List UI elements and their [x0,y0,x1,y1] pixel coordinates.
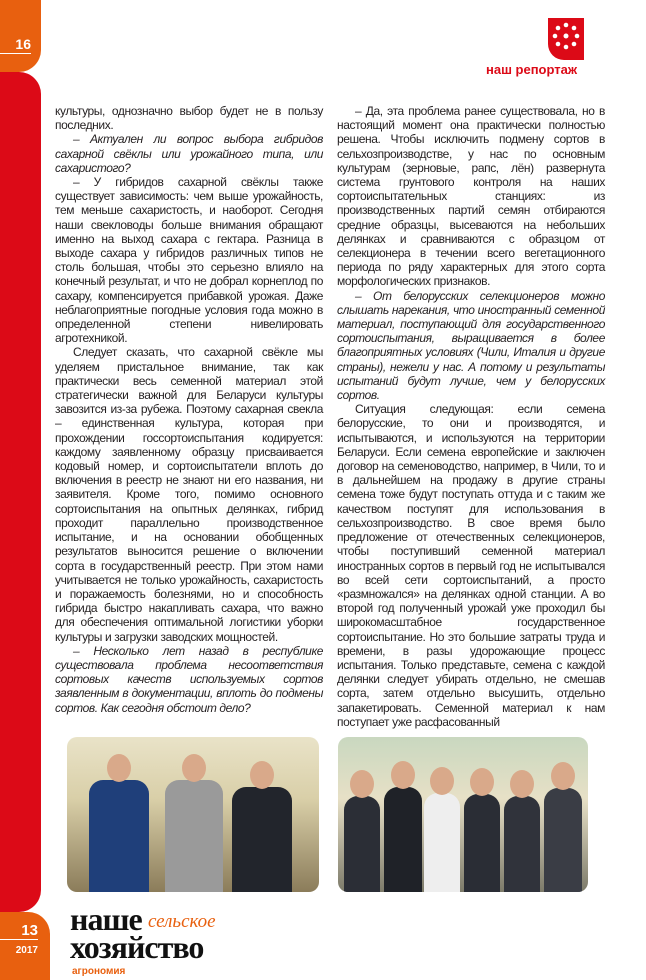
photo-person [165,780,223,892]
photo-group [338,737,588,892]
photo-person [544,788,582,892]
photo-person [232,787,292,892]
paragraph: – Да, эта проблема ранее существовала, но в настоящий момент она практически полностью решена. Чтобы исключить подмену сортов в сельхозпроизводстве, у нас по основным культурам (зерновые, рапс, лён) развернута система грунтового контроля на наших сортоиспытательных станциях: из производственных партий семян отбираются средние образцы, высеваются на небольших делянках и сравниваются с образцом от селекционера в течении всего вегетационного периода по ряду характерных для этого сорта морфологических признаков. [337,104,605,289]
photo-person [384,787,422,892]
article-column-2 [337,104,605,729]
magazine-masthead: наше сельское хозяйство агрономия [70,901,216,977]
paragraph: Следует сказать, что сахарной свёкле мы уделяем пристальное внимание, так как практически весь семенной материал этой стратегически важной для Беларуси культуры завозится из-за рубежа. Поэтому сахарная свекла – единственная культура, которая при прохождении госсортоиспытания кодируется: каждому заявленному образцу присваивается кодовый номер, и сортоиспытатели вплоть до включения в реестр не знают ни его названия, ни заявителя. Кроме того, помимо основного сортоиспытания на опытных делянках, гибрид проходит параллельно производственное испытание, и на основании обобщенных результатов выносится решение о включении сорта в государственный реестр. При этом нами учитывается не только урожайность, сахаристость и поражаемость болезнями, но и способность гибрида быстро накапливать сахара, что важно для обеспечения оптимальной логистики уборки культуры и загрузки заводских мощностей. [55,345,323,644]
section-rubric: наш репортаж [486,62,578,77]
paragraph: – У гибридов сахарной свёклы также существует зависимость: чем выше урожайность, тем меньше сахаристость, и наоборот. Сегодня наши свекловоды больше внимания обращают именно на выход сахара с гектара. Разница в выходе сахара у гибридов различных типов не столь большая, чтобы это серьезно влияло на конечный результат, и что не добрал корнеплод по сахару, компенсируется прибавкой урожая. Даже неблагоприятные погодные условия года можно в определенной степени нивелировать агротехникой. [55,175,323,346]
photo-person [464,794,500,892]
issue-number: 13 2017 [0,922,38,958]
paragraph: культуры, однозначно выбор будет не в пользу последних. [55,104,323,133]
photo-person [344,796,380,892]
photo-person [89,780,149,892]
article-column-1 [55,104,323,715]
interview-question: – Несколько лет назад в республике существовала проблема несоответствия сортовых качеств используемых сортов заявленным в документации, вплоть до подмены сортов. Как сегодня обстоит дело? [55,643,323,715]
photo-three-men [67,737,319,892]
interview-question: – Актуален ли вопрос выбора гибридов сахарной свёклы или урожайного типа, или сахаристого? [55,132,323,175]
photo-person [504,796,540,892]
page-number: 16 [0,36,31,54]
interview-question: – От белорусских селекционеров можно слышать нарекания, что иностранный семенной материал, поступающий для государственного сортоиспытания, выращивается в более благоприятных условиях (Чили, Италия и другие страны), нежели у нас. А потому и результаты испытаний будут лучше, чем у белорусских сортов. [337,288,605,403]
paragraph: Ситуация следующая: если семена белорусские, то они и производятся, и испытываются, и используются на территории Беларуси. Если семена европейские и заключен договор на семеноводство, например, в Чили, то и в дальнейшем на продажу в другие страны семена тоже будут поступать оттуда и с таким же качеством поступят для использования в сельхозпроизводство. В свое время было предложение от отечественных селекционеров, чтобы поступивший семенной материал иностранных сортов в первый год не испытывался во всей сети сортоиспытаний, а просто «размножался» на делянках одной станции. А во второй год полученный урожай уже проходил бы широкомасштабное государственное сортоиспытание. Но это большие затраты труда и времени, в разы удорожающие процесс испытания. Только представьте, семена с каждой делянки следует убирать отдельно, не смешав сорта, затем отдельно высушить, отдельно запакетировать. Семенной материал к нам поступает уже расфасованный [337,402,605,729]
flower-dots-icon [548,18,584,60]
photo-person [424,793,460,892]
sidebar-red-band [0,72,41,912]
